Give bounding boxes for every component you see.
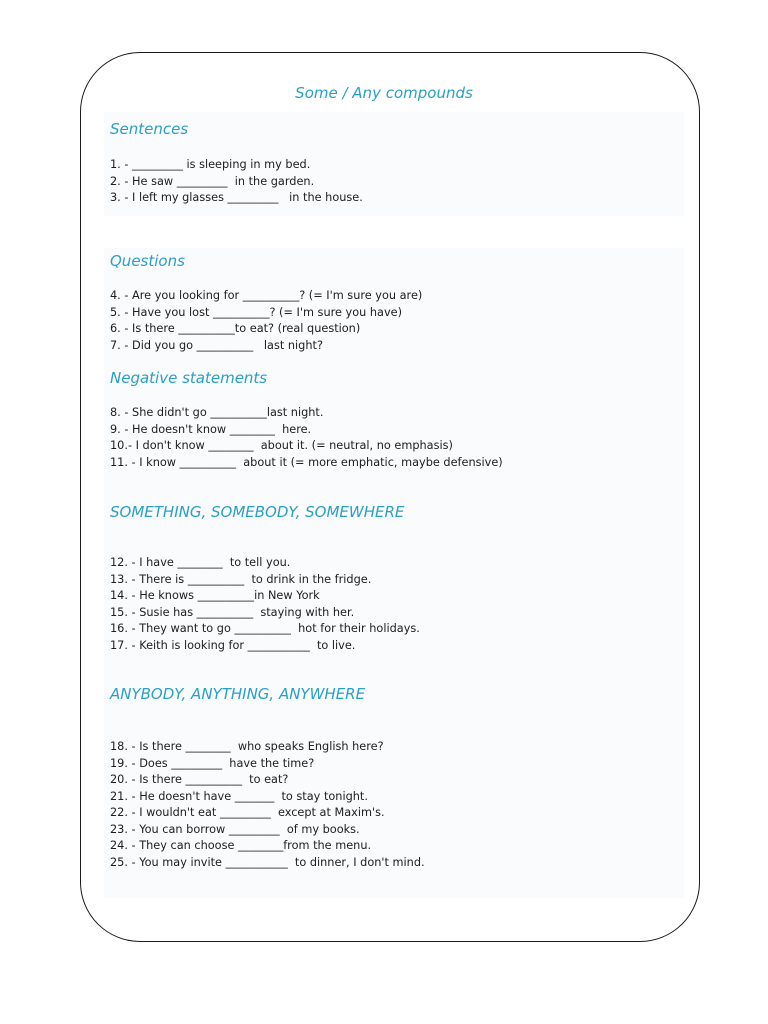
exercise-item: 24. - They can choose ________from the menu. (110, 839, 372, 852)
section-heading-questions: Questions (110, 252, 185, 270)
exercise-item: 7. - Did you go __________ last night? (110, 338, 323, 352)
section-heading-anybody: ANYBODY, ANYTHING, ANYWHERE (110, 685, 366, 703)
exercise-item: 6. - Is there __________to eat? (real question) (110, 322, 361, 335)
exercise-item: 20. - Is there __________ to eat? (110, 773, 289, 786)
negative-statements-list (110, 405, 503, 471)
exercise-item: 18. - Is there ________ who speaks English here? (110, 740, 384, 753)
exercise-item: 13. - There is __________ to drink in the fridge. (110, 572, 372, 586)
exercise-item: 5. - Have you lost __________? (= I'm sure you have) (110, 305, 403, 319)
exercise-item: 21. - He doesn't have _______ to stay tonight. (110, 789, 368, 803)
exercise-item: 8. - She didn't go __________last night. (110, 406, 324, 419)
exercise-item: 2. - He saw _________ in the garden. (110, 174, 315, 188)
anybody-list (110, 739, 425, 871)
questions-list (110, 288, 422, 354)
exercise-item: 1. - _________ is sleeping in my bed. (110, 158, 311, 171)
exercise-item: 10.- I don't know ________ about it. (= neutral, no emphasis) (110, 439, 453, 452)
something-list (110, 555, 420, 654)
exercise-item: 19. - Does _________ have the time? (110, 756, 315, 770)
page-title: Some / Any compounds (295, 84, 473, 102)
exercise-item: 23. - You can borrow _________ of my books. (110, 822, 360, 836)
section-heading-sentences: Sentences (110, 120, 189, 138)
exercise-item: 9. - He doesn't know ________ here. (110, 422, 312, 436)
exercise-item: 25. - You may invite ___________ to dinner, I don't mind. (110, 855, 425, 869)
exercise-item: 16. - They want to go __________ hot for their holidays. (110, 622, 420, 635)
exercise-item: 14. - He knows __________in New York (110, 589, 320, 602)
exercise-item: 4. - Are you looking for __________? (= I'm sure you are) (110, 289, 423, 302)
exercise-item: 11. - I know __________ about it (= more emphatic, maybe defensive) (110, 455, 503, 469)
exercise-item: 15. - Susie has __________ staying with her. (110, 605, 355, 619)
exercise-item: 3. - I left my glasses _________ in the house. (110, 191, 363, 204)
sentences-list (110, 157, 363, 207)
exercise-item: 12. - I have ________ to tell you. (110, 556, 291, 569)
exercise-item: 22. - I wouldn't eat _________ except at Maxim's. (110, 806, 385, 819)
section-heading-something: SOMETHING, SOMEBODY, SOMEWHERE (110, 503, 405, 521)
section-heading-negative-statements: Negative statements (110, 369, 268, 387)
exercise-item: 17. - Keith is looking for ___________ to live. (110, 638, 356, 652)
